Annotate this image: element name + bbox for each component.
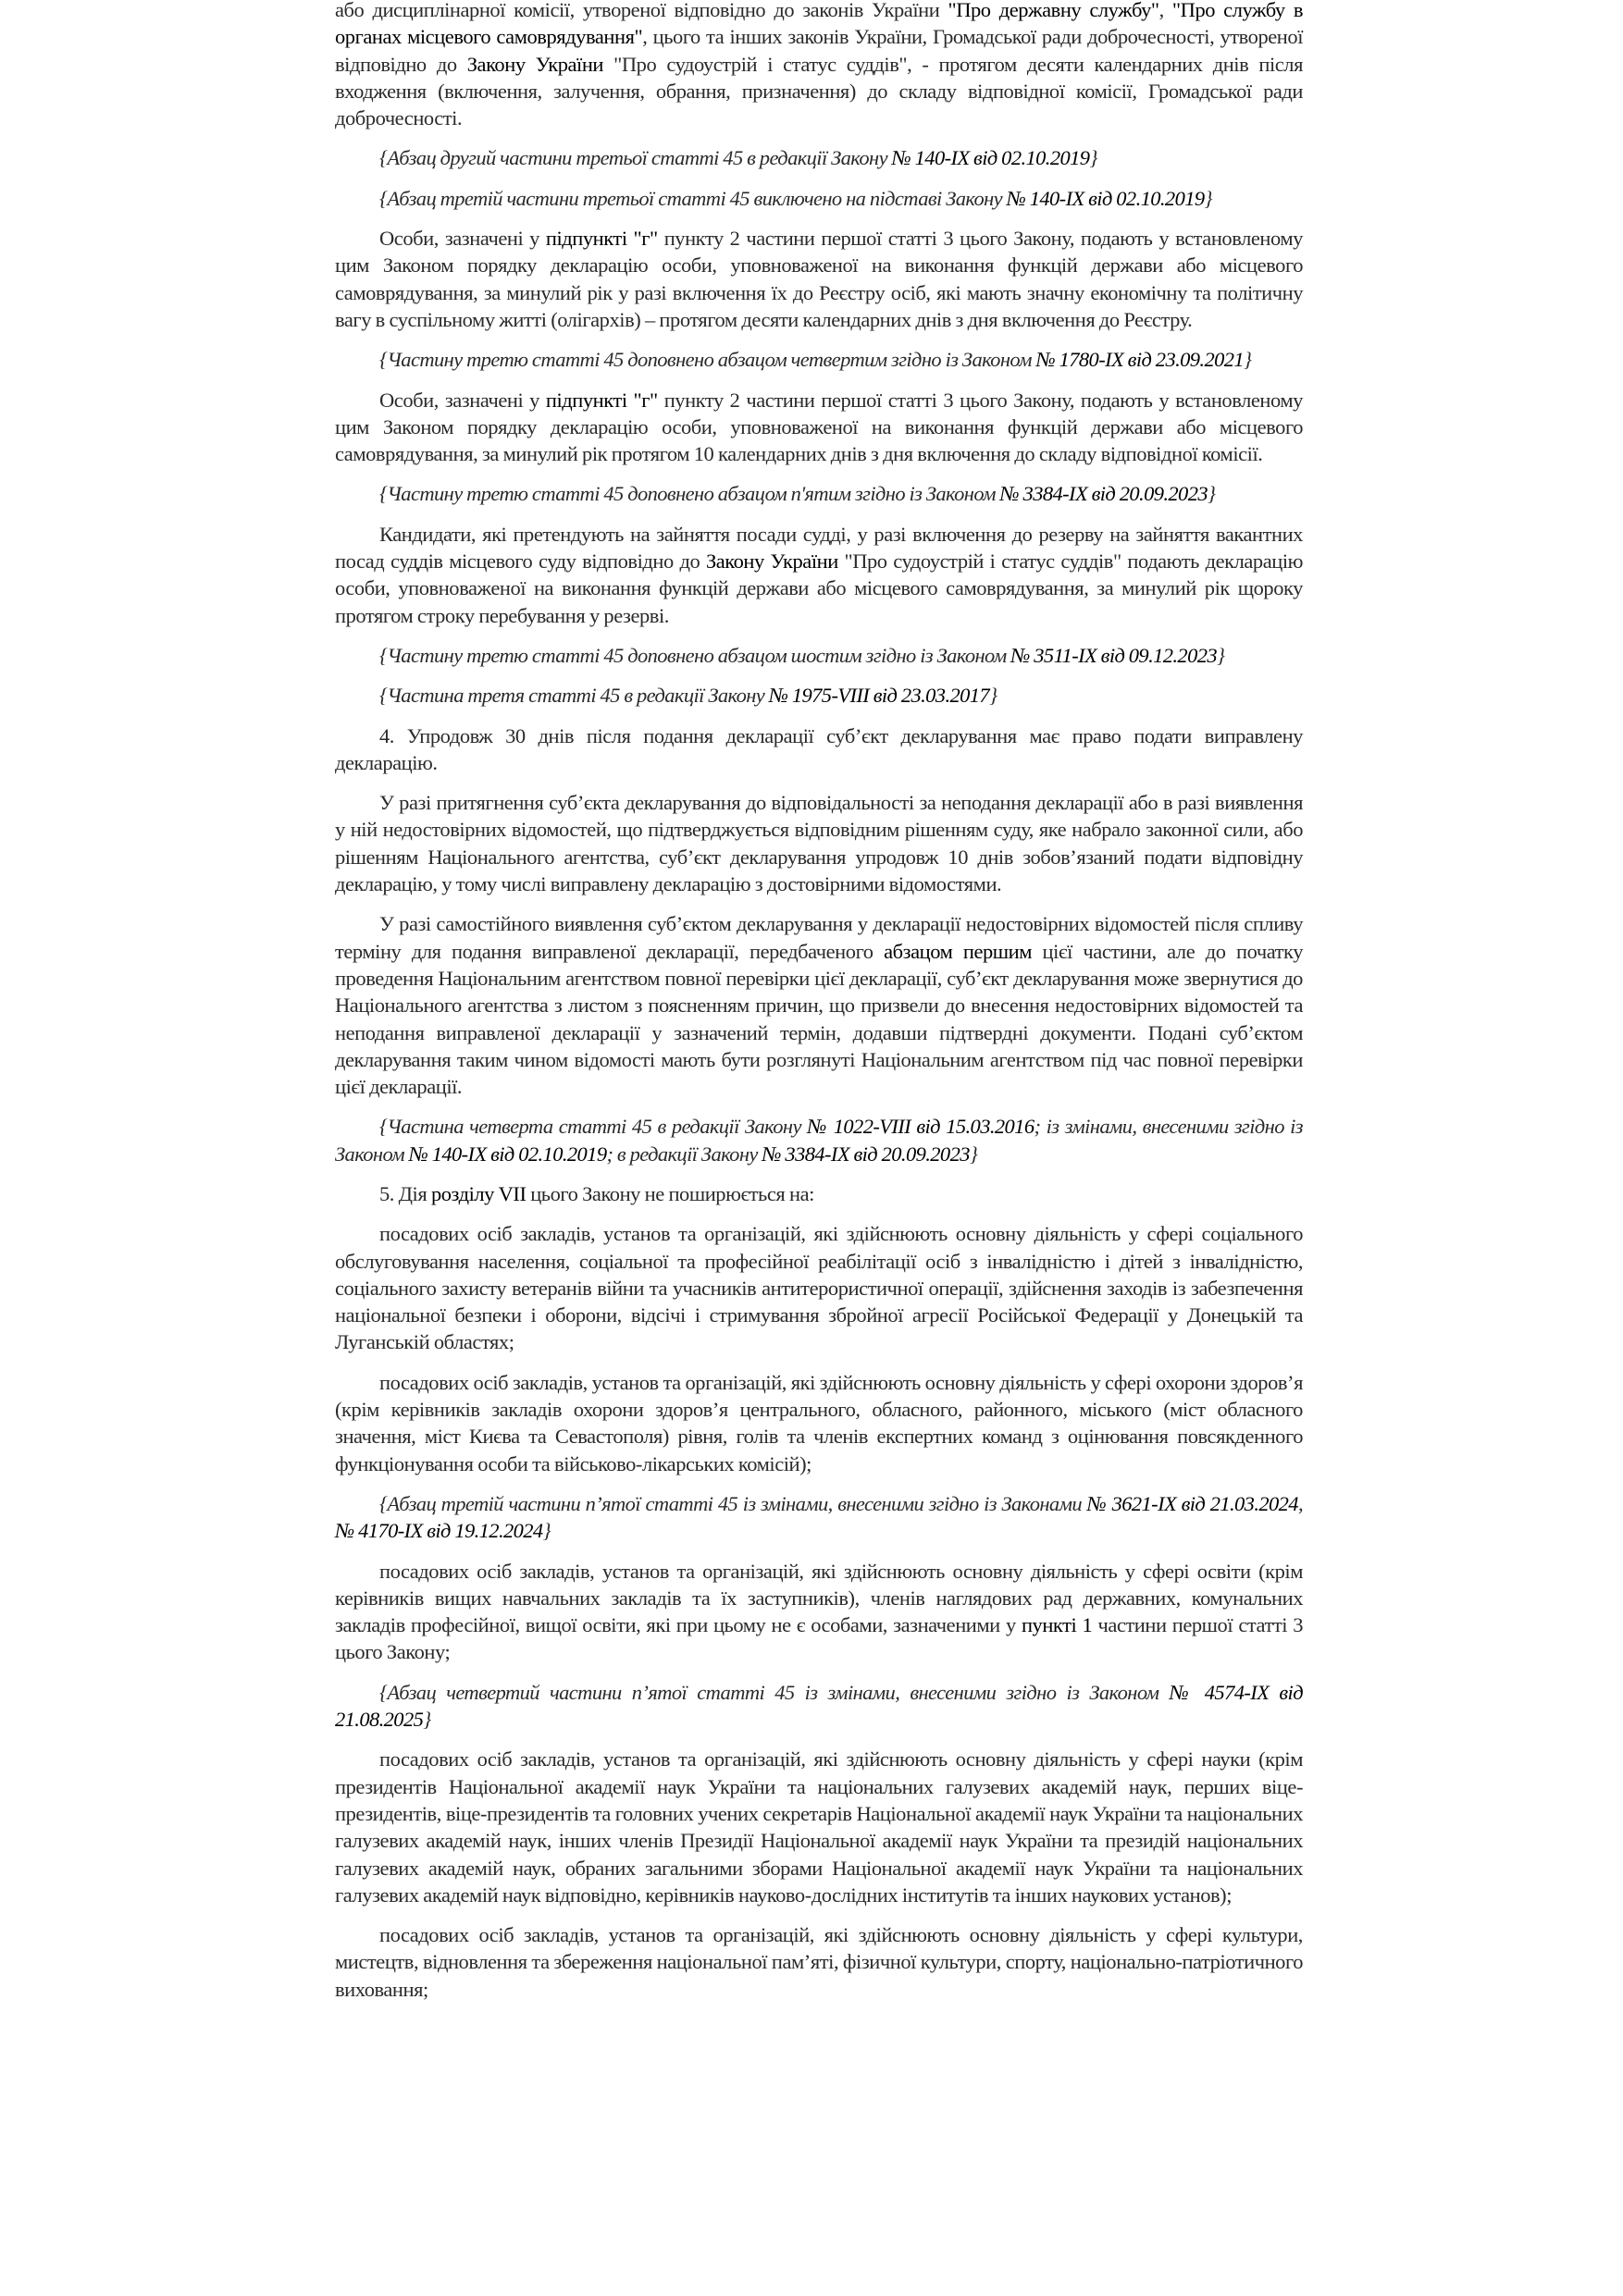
link-law-140-ix[interactable]: № 140-IX від 02.10.2019: [1006, 186, 1205, 210]
link-section-vii[interactable]: розділу VII: [430, 1181, 527, 1205]
note-text: }: [969, 1142, 978, 1166]
amendment-note: [335, 144, 1303, 171]
amendment-note: [335, 185, 1303, 212]
paragraph-liability: У разі притягнення суб’єкта декларування до відповідальності за неподання декларації або в разі виявлення у ній недостовірних відомостей, що підтверджується відповідним рішенням суду, яке набрало законної сили, або рішенням Національного агентства, суб’єкт декларування упродовж 10 днів зобов’язаний подати відповідну декларацію, у тому числі виправлену декларацію з достовірними відомостями.: [335, 791, 1303, 896]
link-law-3511-ix[interactable]: № 3511-IX від 09.12.2023: [1010, 643, 1218, 667]
paragraph-text: Кандидати, які претендують на зайняття посади судді, у разі включення до резерву на зайняття вакантних посад суддів місцевого суду відповідно до: [335, 522, 1303, 574]
paragraph-text: пункту 2 частини першої статті 3 цього Закону, подають у встановленому цим Законом порядку декларацію особи, уповноваженої на виконання функцій держави або місцевого самоврядування, за минулий рік протягом 10 календарних днів з дня включення до складу відповідної комісії.: [335, 388, 1303, 466]
link-law-140-ix[interactable]: № 140-IX від 02.10.2019: [408, 1142, 607, 1166]
note-text: }: [1204, 186, 1212, 210]
paragraph-text: пункту 2 частини першої статті 3 цього Закону, подають у встановленому цим Законом порядку декларацію особи, уповноваженої на виконання функцій держави або місцевого самоврядування, за минулий рік у разі включення їх до Реєстру осіб, які мають значну економічну та політичну вагу в суспільному житті (олігархів) – протягом десяти календарних днів з дня включення до Реєстру.: [335, 227, 1303, 331]
note-text: {Частина третя статті 45 в редакції Закону: [379, 684, 769, 708]
link-law-of-ukraine[interactable]: Закону України: [466, 52, 604, 76]
note-text: {Абзац третій частини п’ятої статті 45 із змінами, внесеними згідно із Законами: [379, 1491, 1087, 1515]
paragraph-text: У разі самостійного виявлення суб’єктом декларування у декларації недостовірних відомостей після спливу терміну для подання виправленої декларації, передбаченого: [335, 912, 1303, 963]
note-text: }: [423, 1708, 431, 1732]
link-law-3384-ix[interactable]: № 3384-IX від 20.09.2023: [762, 1142, 970, 1166]
link-law-3384-ix[interactable]: № 3384-IX від 20.09.2023: [999, 482, 1208, 506]
paragraph-text: цього Закону не поширюється на:: [526, 1181, 814, 1205]
paragraph-judge-candidates: [335, 521, 1303, 629]
amendment-note: [335, 642, 1303, 669]
note-text: {Частину третю статті 45 доповнено абзацом п'ятим згідно із Законом: [379, 482, 1000, 506]
note-text: }: [1217, 643, 1225, 667]
paragraph-culture: посадових осіб закладів, установ та організацій, які здійснюють основну діяльність у сфері культури, мистецтв, відновлення та збереження національної пам’яті, фізичної культури, спорту, національно-патріотичного виховання;: [335, 1923, 1303, 2001]
paragraph-healthcare: посадових осіб закладів, установ та організацій, які здійснюють основну діяльність у сфері охорони здоров’я (крім керівників закладів охорони здоров’я центрального, обласного, районного, міського (міст обласного значення, міст Києва та Севастополя) рівня, голів та членів експертних команд з оцінювання повсякденного функціонування особи та військово-лікарських комісій);: [335, 1370, 1303, 1475]
link-law-140-ix[interactable]: № 140-IX від 02.10.2019: [891, 146, 1090, 170]
link-law-4574-ix[interactable]: № 4574-IX від 21.08.2025: [335, 1680, 1303, 1732]
link-law-3621-ix[interactable]: № 3621-IX від 21.03.2024: [1086, 1491, 1298, 1515]
link-first-paragraph[interactable]: абзацом першим: [884, 939, 1033, 963]
note-text: ; в редакції Закону: [606, 1142, 762, 1166]
link-law-of-ukraine[interactable]: Закону України: [705, 549, 838, 574]
link-law-4170-ix[interactable]: № 4170-IX від 19.12.2024: [335, 1519, 543, 1543]
amendment-note: [335, 1490, 1303, 1545]
note-text: }: [989, 684, 997, 708]
amendment-note: [335, 682, 1303, 709]
paragraph-part-4: 4. Упродовж 30 днів після подання декларації суб’єкт декларування має право подати виправлену декларацію.: [335, 723, 1303, 774]
note-text: }: [1244, 348, 1252, 372]
paragraph-science: посадових осіб закладів, установ та організацій, які здійснюють основну діяльність у сфері науки (крім президентів Національної академії наук України та національних галузевих академій наук, перших віце-президентів, віце-президентів та головних учених секретарів Національної академії наук України та національних галузевих академій наук, інших членів Президії Національної академії наук України та президій національних галузевих академій наук, обраних загальними зборами Національної академії наук України та національних галузевих академій наук відповідно, керівників науково-дослідних інститутів та інших наукових установ);: [335, 1747, 1303, 1907]
document-body: [335, 0, 1303, 2016]
paragraph-text: частини першої статті 3 цього Закону;: [335, 1613, 1304, 1664]
note-text: }: [1208, 482, 1216, 506]
amendment-note: [335, 480, 1303, 507]
paragraph-text: посадових осіб закладів, установ та організацій, які здійснюють основну діяльність у сфері освіти (крім керівників вищих навчальних закладів та їх заступників), членів наглядових рад державних, комунальних закладів професійної, вищої освіти, які при цьому не є особами, зазначеними у: [335, 1559, 1303, 1637]
link-subpoint-g[interactable]: підпункті "г": [545, 227, 658, 251]
note-text: ,: [1297, 1491, 1303, 1515]
paragraph-text: "Про судоустрій і статус суддів" подають декларацію особи, уповноваженої на виконання функцій держави або місцевого самоврядування, за минулий рік щороку протягом строку перебування у резерві.: [335, 549, 1303, 627]
paragraph-text: ,: [1158, 0, 1172, 21]
paragraph-part-5: [335, 1180, 1303, 1207]
amendment-note: [335, 1113, 1303, 1167]
link-law-local-self-government-service[interactable]: "Про службу в органах місцевого самоврядування": [335, 0, 1303, 49]
paragraph-text: , цього та інших законів України, Громадської ради доброчесності, утвореної відповідно до: [335, 25, 1303, 76]
link-law-civil-service[interactable]: "Про державну службу": [948, 0, 1159, 21]
link-law-1975-viii[interactable]: № 1975-VIII від 23.03.2017: [768, 684, 990, 708]
paragraph-commission-membership: [335, 0, 1303, 131]
amendment-note: [335, 1679, 1303, 1734]
note-text: {Абзац четвертий частини п’ятої статті 45 із змінами, внесеними згідно із Законом: [379, 1680, 1170, 1704]
link-law-1022-viii[interactable]: № 1022-VIII від 15.03.2016: [807, 1115, 1035, 1139]
note-text: {Частину третю статті 45 доповнено абзацом шостим згідно із Законом: [379, 643, 1011, 667]
paragraph-text: або дисциплінарної комісії, утвореної відповідно до законів України: [335, 0, 948, 21]
paragraph-text: 5. Дія: [379, 1181, 431, 1205]
paragraph-social-services: посадових осіб закладів, установ та організацій, які здійснюють основну діяльність у сфері соціального обслуговування населення, соціальної та професійної реабілітації осіб з інвалідністю і дітей з інвалідністю, соціального захисту ветеранів війни та учасників антитерористичної операції, здійснення заходів із забезпечення національної безпеки і оборони, відсічі і стримування збройної агресії Російської Федерації у Донецькій та Луганській областях;: [335, 1222, 1303, 1354]
paragraph-text: Особи, зазначені у: [379, 227, 546, 251]
paragraph-self-detection: [335, 910, 1303, 1100]
link-point-1[interactable]: пункті 1: [1021, 1613, 1093, 1637]
note-text: {Абзац третій частини третьої статті 45 виключено на підставі Закону: [379, 186, 1007, 210]
note-text: ; із змінами, внесеними згідно із Законом: [335, 1115, 1303, 1166]
paragraph-text: цієї частини, але до початку проведення Національним агентством повної перевірки цієї декларації, суб’єкт декларування може звернутися до Національного агентства з листом з поясненням причин, що призвели до внесення недостовірних відомостей та неподання виправленої декларації у зазначений термін, додавши підтвердні документи. Подані суб’єктом декларування таким чином відомості мають бути розглянуті Національним агентством під час повної перевірки цієї декларації.: [335, 939, 1303, 1099]
paragraph-oligarchs-registry: [335, 225, 1303, 333]
note-text: {Частину третю статті 45 доповнено абзацом четвертим згідно із Законом: [379, 348, 1036, 372]
amendment-note: [335, 346, 1303, 373]
note-text: }: [542, 1519, 551, 1543]
link-subpoint-g[interactable]: підпункті "г": [545, 388, 658, 412]
link-law-1780-ix[interactable]: № 1780-IX від 23.09.2021: [1035, 348, 1245, 372]
note-text: }: [1089, 146, 1097, 170]
paragraph-text: "Про судоустрій і статус суддів", - протягом десяти календарних днів після входження (включення, залучення, обрання, призначення) до складу відповідної комісії, Громадської ради доброчесності.: [335, 52, 1303, 130]
note-text: {Частина четверта статті 45 в редакції Закону: [379, 1115, 808, 1139]
paragraph-text: Особи, зазначені у: [379, 388, 546, 412]
paragraph-commission-inclusion: [335, 387, 1303, 468]
paragraph-education: [335, 1558, 1303, 1666]
note-text: {Абзац другий частини третьої статті 45 в редакції Закону: [379, 146, 892, 170]
